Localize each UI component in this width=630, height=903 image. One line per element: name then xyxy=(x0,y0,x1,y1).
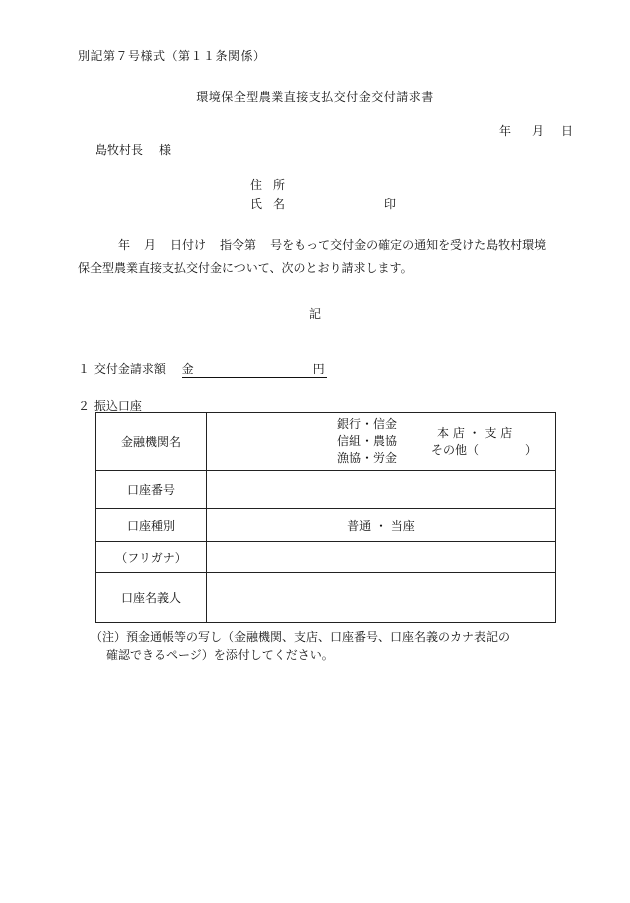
bank-type-option[interactable]: 信組・農協 xyxy=(337,434,398,448)
branch-other-close: ） xyxy=(525,443,538,457)
address-label: 住所 xyxy=(250,178,297,192)
bank-name-cell[interactable] xyxy=(207,413,556,471)
document-title: 環境保全型農業直接支払交付金交付請求書 xyxy=(196,90,434,104)
body-directive: 指令第 xyxy=(220,238,257,252)
amount-field[interactable] xyxy=(182,363,327,378)
bank-type-option[interactable]: 銀行・信金 xyxy=(337,417,398,431)
date-year: 年 xyxy=(499,124,512,138)
request-amount-label: １ 交付金請求額 xyxy=(78,362,166,376)
section-bank-account: ２ 振込口座 xyxy=(78,399,142,413)
account-holder-field[interactable] xyxy=(207,573,556,623)
body-text-2: 業直接支払交付金について、次のとおり請求します。 xyxy=(126,261,413,275)
furigana-label: （フリガナ） xyxy=(96,542,207,573)
date-day: 日 xyxy=(561,124,574,138)
bank-type-options xyxy=(337,416,397,467)
branch-options xyxy=(431,425,537,459)
name-label: 氏名 xyxy=(250,197,297,211)
section-request-amount xyxy=(78,363,327,378)
body-year: 年 xyxy=(118,238,131,252)
date-month: 月 xyxy=(532,124,545,138)
branch-other[interactable]: その他（ xyxy=(431,443,480,457)
body-month: 月 xyxy=(144,238,157,252)
account-number-field[interactable] xyxy=(207,471,556,509)
amount-kin: 金 xyxy=(181,362,194,376)
account-holder-label: 口座名義人 xyxy=(96,573,207,623)
attachment-note xyxy=(90,628,550,664)
recipient xyxy=(95,144,171,156)
seal-mark: 印 xyxy=(384,197,397,211)
account-type-label: 口座種別 xyxy=(96,509,207,542)
account-type-options[interactable]: 普通 ・ 当座 xyxy=(207,509,556,542)
request-statement xyxy=(78,234,558,280)
account-table xyxy=(95,412,556,623)
account-number-label: 口座番号 xyxy=(96,471,207,509)
branch-option[interactable]: 本 店 ・ 支 店 xyxy=(437,426,513,440)
note-line-1: （注）預金通帳等の写し（金融機関、支店、口座番号、口座名義のカナ表記の xyxy=(90,630,511,644)
recipient-name: 島牧村長 xyxy=(95,143,144,157)
ki-heading: 記 xyxy=(308,307,321,321)
note-line-2: 確認できるページ）を添付してください。 xyxy=(106,648,334,662)
form-reference: 別記第７号様式（第１１条関係） xyxy=(78,49,266,63)
bank-name-label: 金融機関名 xyxy=(96,413,207,471)
furigana-field[interactable] xyxy=(207,542,556,573)
body-dated: 日付け xyxy=(170,238,207,252)
bank-type-option[interactable]: 漁協・労金 xyxy=(337,451,398,465)
recipient-honorific: 様 xyxy=(159,143,172,157)
amount-yen: 円 xyxy=(312,362,325,376)
body-text-1: 号をもって交付金の確定の通知を受けた島牧村環境保全型農 xyxy=(78,238,547,275)
